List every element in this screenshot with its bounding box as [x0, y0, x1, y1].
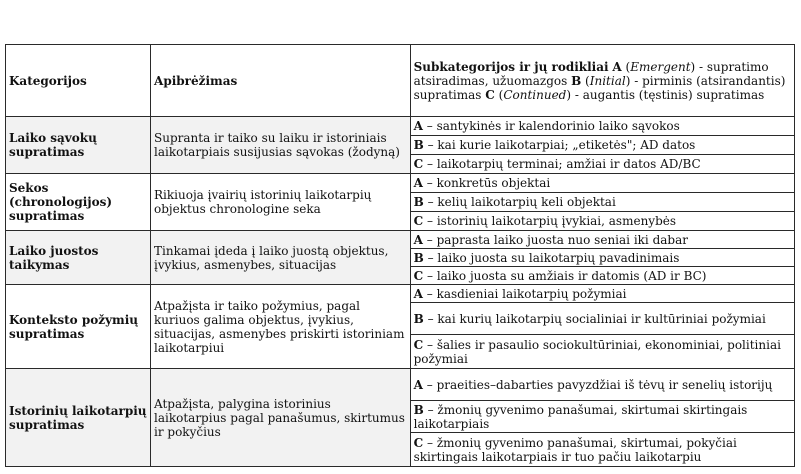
category-cell: Konteksto požymių supratimas [6, 285, 151, 369]
header-sub-a-term: Emergent [630, 59, 691, 74]
sub-text: – praeities–dabarties pavyzdžiai iš tėvų ir senelių istorijų [422, 377, 773, 392]
header-sub-c: C [485, 87, 495, 102]
subcategory-cell [410, 369, 794, 401]
sub-letter: C [413, 435, 424, 450]
header-sub-b-desc: - pirminis (atsirandantis) supratimas [413, 73, 786, 102]
sub-letter: A [413, 286, 423, 301]
competency-table [5, 44, 795, 467]
header-subcategories: Subkategorijos ir jų rodikliai A (Emergent) - supratimo atsiradimas, užuomazgos B (Initial) - pirminis (atsirandantis) supratimas C (Continued) - augantis (tęstinis) supratimas [410, 45, 794, 117]
sub-letter: A [413, 377, 423, 392]
subcategory-cell [410, 212, 794, 231]
sub-text: – kasdieniai laikotarpių požymiai [422, 286, 627, 301]
header-sub-a: A [612, 59, 622, 74]
subcategory-cell [410, 433, 794, 467]
sub-text: – istorinių laikotarpių įvykiai, asmenybės [423, 214, 677, 228]
header-sub-a-desc: - supratimo atsiradimas, užuomazgos [413, 59, 769, 88]
table-row [6, 369, 795, 401]
sub-text: – paprasta laiko juosta nuo seniai iki dabar [422, 232, 688, 247]
sub-text: – kai kurie laikotarpiai; „etiketės"; AD datos [423, 138, 696, 152]
subcategory-cell [410, 136, 794, 155]
sub-letter: C [413, 337, 424, 352]
definition-cell: Tinkamai įdeda į laiko juostą objektus, įvykius, asmenybes, situacijas [151, 231, 411, 285]
sub-letter: A [413, 232, 423, 247]
definition-cell: Supranta ir taiko su laiku ir istoriniais laikotarpiais susijusias sąvokas (žodyną) [151, 117, 411, 174]
sub-letter: A [413, 119, 423, 133]
sub-letter: B [413, 311, 424, 326]
category-cell: Sekos (chronologijos) supratimas [6, 174, 151, 231]
category-cell: Istorinių laikotarpių supratimas [6, 369, 151, 467]
subcategory-cell [410, 193, 794, 212]
sub-text: – kai kurių laikotarpių socialiniai ir kultūriniai požymiai [423, 311, 766, 326]
subcategory-cell [410, 267, 794, 285]
subcategory-cell [410, 401, 794, 433]
sub-text: – laiko juosta su amžiais ir datomis (AD ir BC) [423, 268, 707, 283]
sub-text: – laikotarpių terminai; amžiai ir datos AD/BC [423, 157, 701, 171]
header-sub-c-desc: - augantis (tęstinis) supratimas [571, 87, 765, 102]
sub-text: – kelių laikotarpių keli objektai [423, 195, 616, 209]
sub-text: – santykinės ir kalendorinio laiko sąvokos [422, 119, 680, 133]
sub-letter: B [413, 250, 424, 265]
category-cell: Laiko sąvokų supratimas [6, 117, 151, 174]
category-cell: Laiko juostos taikymas [6, 231, 151, 285]
header-definition: Apibrėžimas [151, 45, 411, 117]
header-sub-b: B [571, 73, 582, 88]
table-row [6, 117, 795, 136]
header-sub-prefix: Subkategorijos ir jų rodikliai [413, 59, 609, 74]
table-row [6, 231, 795, 249]
definition-cell: Atpažįsta, palygina istorinius laikotarpius pagal panašumus, skirtumus ir pokyčius [151, 369, 411, 467]
definition-cell: Rikiuoja įvairių istorinių laikotarpių objektus chronologine seka [151, 174, 411, 231]
sub-text: – žmonių gyvenimo panašumai, skirtumai skirtingais laikotarpiais [413, 402, 748, 431]
sub-letter: B [413, 195, 424, 209]
subcategory-cell [410, 231, 794, 249]
sub-letter: C [413, 268, 424, 283]
header-sub-c-term: Continued [503, 87, 567, 102]
sub-text: – laiko juosta su laikotarpių pavadinimais [423, 250, 680, 265]
header-sub-b-term: Initial [589, 73, 626, 88]
sub-text: – konkretūs objektai [422, 176, 551, 190]
subcategory-cell [410, 335, 794, 369]
subcategory-cell [410, 285, 794, 303]
sub-text: – žmonių gyvenimo panašumai, skirtumai, pokyčiai skirtingais laikotarpiais ir tuo pačiu laikotarpiu [413, 435, 737, 464]
header-category: Kategorijos [6, 45, 151, 117]
subcategory-cell [410, 249, 794, 267]
sub-letter: B [413, 402, 424, 417]
header-row [6, 45, 795, 117]
sub-letter: C [413, 157, 424, 171]
subcategory-cell [410, 117, 794, 136]
subcategory-cell [410, 303, 794, 335]
sub-letter: C [413, 214, 424, 228]
subcategory-cell [410, 174, 794, 193]
definition-cell: Atpažįsta ir taiko požymius, pagal kuriuos galima objektus, įvykius, situacijas, asmenybes priskirti istoriniam laikotarpiui [151, 285, 411, 369]
table-row [6, 174, 795, 193]
subcategory-cell [410, 155, 794, 174]
sub-letter: A [413, 176, 423, 190]
sub-text: – šalies ir pasaulio sociokultūriniai, ekonominiai, politiniai požymiai [413, 337, 781, 366]
sub-letter: B [413, 138, 424, 152]
table-row [6, 285, 795, 303]
